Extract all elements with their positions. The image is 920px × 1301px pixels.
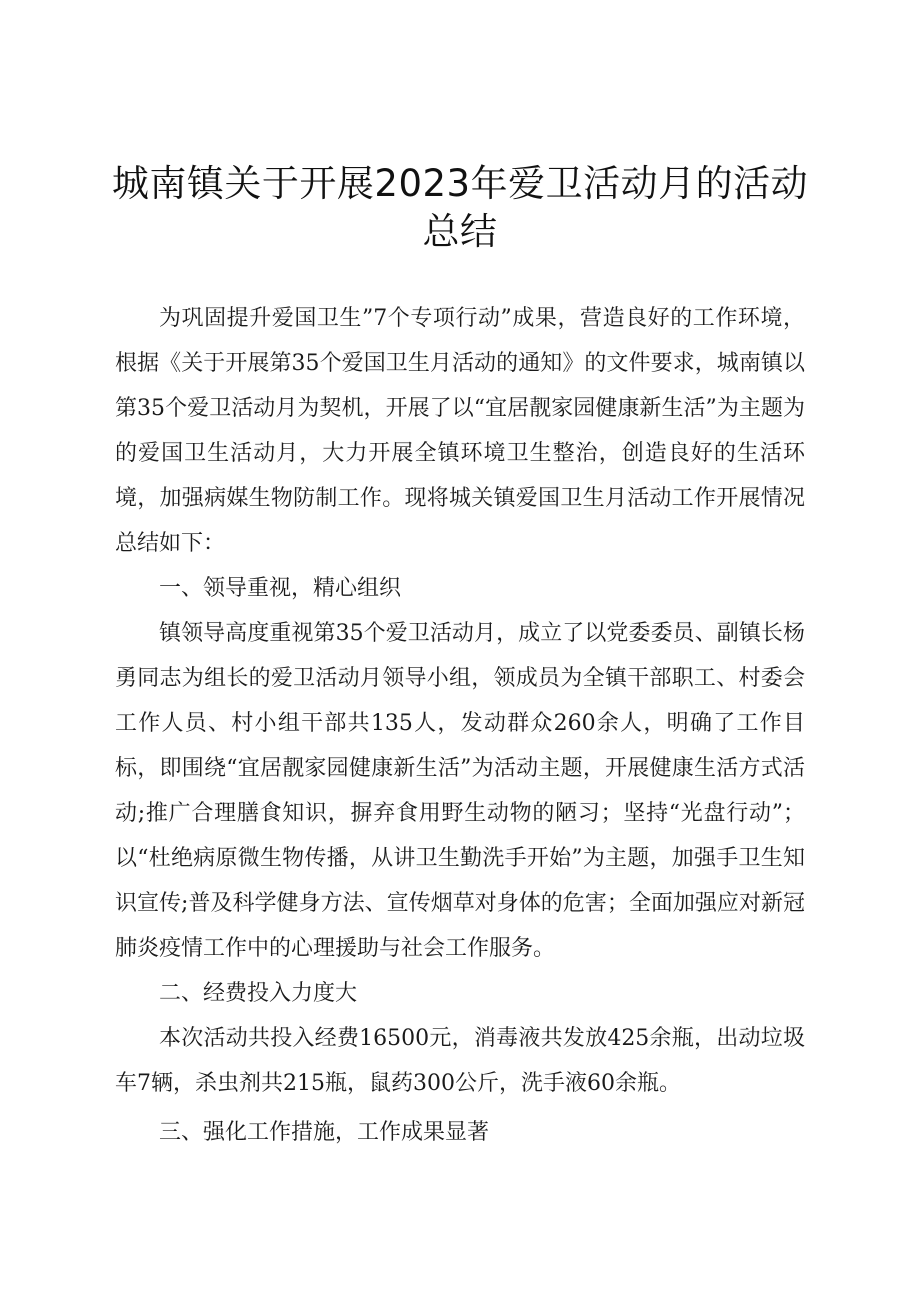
section-heading-3: 三、强化工作措施，工作成果显著: [159, 1120, 490, 1145]
title-line-2: 总结: [422, 210, 498, 253]
section-heading-1: 一、领导重视，精心组织: [159, 576, 402, 601]
document-body: [115, 296, 805, 1155]
document-title: [0, 160, 920, 256]
intro-paragraph: 为巩固提升爱国卫生”7个专项行动”成果，营造良好的工作环境，根据《关于开展第35个爱国卫生月活动的通知》的文件要求，城南镇以第35个爱卫活动月为契机，开展了以“宜居靓家园健康新生活”为主题为的爱国卫生活动月，大力开展全镇环境卫生整治，创造良好的生活环境，加强病媒生物防制工作。现将城关镇爱国卫生月活动工作开展情况总结如下：: [115, 306, 805, 556]
section-1-paragraph: 镇领导高度重视第35个爱卫活动月，成立了以党委委员、副镇长杨勇同志为组长的爱卫活动月领导小组，领成员为全镇干部职工、村委会工作人员、村小组干部共135人，发动群众260余人，明确了工作目标，即围绕“宜居靓家园健康新生活”为活动主题，开展健康生活方式活动;推广合理膳食知识，摒弃食用野生动物的陋习；坚持“光盘行动”；以“杜绝病原微生物传播，从讲卫生勤洗手开始”为主题，加强手卫生知识宣传;普及科学健身方法、宣传烟草对身体的危害；全面加强应对新冠肺炎疫情工作中的心理援助与社会工作服务。: [115, 621, 805, 961]
section-heading-2: 二、经费投入力度大: [159, 981, 358, 1006]
title-line-1: 城南镇关于开展2023年爱卫活动月的活动: [111, 162, 809, 205]
section-2-paragraph: 本次活动共投入经费16500元，消毒液共发放425余瓶，出动垃圾车7辆，杀虫剂共215瓶，鼠药300公斤，洗手液60余瓶。: [115, 1026, 805, 1096]
